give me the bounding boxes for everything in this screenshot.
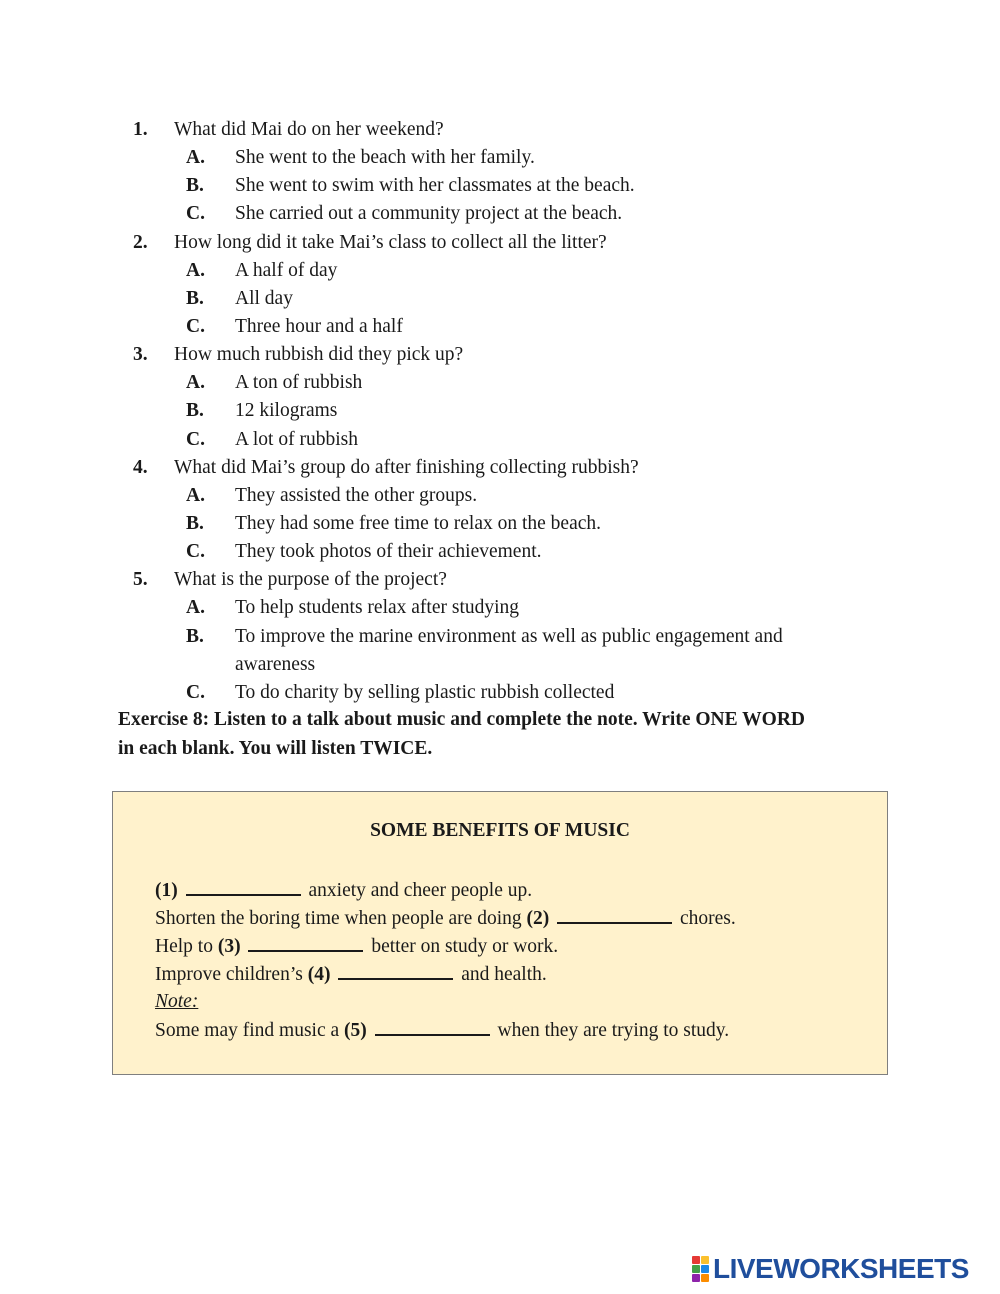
question-1 bbox=[0, 116, 1000, 144]
question-number: 4. bbox=[133, 456, 148, 478]
exercise-line-2: in each blank. You will listen TWICE. bbox=[118, 737, 433, 759]
option-letter: C. bbox=[186, 681, 205, 703]
note-line-5-before: Some may find music a bbox=[155, 1020, 340, 1041]
answer-option[interactable] bbox=[0, 510, 1000, 538]
question-2 bbox=[0, 229, 1000, 257]
question-number: 2. bbox=[133, 231, 148, 253]
option-letter: B. bbox=[186, 175, 204, 197]
answer-option[interactable] bbox=[0, 397, 1000, 425]
blank-3[interactable] bbox=[248, 932, 363, 952]
answer-option[interactable] bbox=[0, 426, 1000, 454]
note-line-5 bbox=[155, 1016, 729, 1045]
answer-option[interactable] bbox=[0, 679, 1000, 707]
answer-option[interactable] bbox=[0, 200, 1000, 228]
option-letter: B. bbox=[186, 287, 204, 309]
option-text: A half of day bbox=[235, 259, 338, 281]
option-text: They assisted the other groups. bbox=[235, 484, 478, 506]
note-title: SOME BENEFITS OF MUSIC bbox=[370, 820, 630, 841]
question-list bbox=[0, 116, 1000, 707]
question-text: How long did it take Mai’s class to collect all the litter? bbox=[174, 231, 607, 253]
option-text: They had some free time to relax on the beach. bbox=[235, 512, 602, 534]
note-line-3-after: better on study or work. bbox=[371, 936, 559, 957]
option-text: She went to the beach with her family. bbox=[235, 147, 535, 169]
answer-option[interactable] bbox=[0, 594, 1000, 622]
note-line-3 bbox=[155, 932, 558, 961]
answer-option[interactable] bbox=[0, 538, 1000, 566]
option-letter: B. bbox=[186, 512, 204, 534]
option-letter: B. bbox=[186, 400, 204, 422]
option-letter: C. bbox=[186, 428, 205, 450]
option-letter: C. bbox=[186, 203, 205, 225]
logo-square bbox=[701, 1274, 709, 1282]
option-text: To do charity by selling plastic rubbish collected bbox=[235, 681, 615, 703]
logo-square bbox=[692, 1265, 700, 1273]
logo-mark-icon bbox=[692, 1256, 709, 1282]
logo-square bbox=[692, 1256, 700, 1264]
question-3 bbox=[0, 341, 1000, 369]
answer-option[interactable] bbox=[0, 144, 1000, 172]
option-text: She went to swim with her classmates at the beach. bbox=[235, 175, 635, 197]
answer-option-continued bbox=[0, 651, 1000, 679]
option-letter: A. bbox=[186, 372, 205, 394]
option-text: She carried out a community project at the beach. bbox=[235, 203, 623, 225]
answer-option[interactable] bbox=[0, 369, 1000, 397]
question-5 bbox=[0, 566, 1000, 594]
question-text: What did Mai’s group do after finishing collecting rubbish? bbox=[174, 456, 639, 478]
note-line-1 bbox=[155, 876, 532, 905]
blank-4[interactable] bbox=[338, 960, 453, 980]
note-line-2-before: Shorten the boring time when people are doing bbox=[155, 908, 522, 929]
note-line-1-text: anxiety and cheer people up. bbox=[308, 880, 533, 901]
option-letter: A. bbox=[186, 484, 205, 506]
blank-2[interactable] bbox=[557, 904, 672, 924]
question-text: What is the purpose of the project? bbox=[174, 569, 447, 591]
option-text-continued: awareness bbox=[235, 653, 316, 675]
option-letter: A. bbox=[186, 259, 205, 281]
logo-square bbox=[692, 1274, 700, 1282]
logo-square bbox=[701, 1256, 709, 1264]
question-4 bbox=[0, 454, 1000, 482]
liveworksheets-logo bbox=[692, 1252, 969, 1286]
blank-number-4: (4) bbox=[307, 964, 331, 985]
option-text: To improve the marine environment as well as public engagement and bbox=[235, 625, 783, 647]
option-letter: A. bbox=[186, 147, 205, 169]
question-number: 3. bbox=[133, 344, 148, 366]
option-text: A ton of rubbish bbox=[235, 372, 363, 394]
answer-option[interactable] bbox=[0, 172, 1000, 200]
option-text: They took photos of their achievement. bbox=[235, 541, 542, 563]
option-text: 12 kilograms bbox=[235, 400, 338, 422]
option-letter: C. bbox=[186, 315, 205, 337]
question-text: How much rubbish did they pick up? bbox=[174, 344, 464, 366]
blank-number-3: (3) bbox=[217, 936, 241, 957]
blank-5[interactable] bbox=[375, 1016, 490, 1036]
answer-option[interactable] bbox=[0, 482, 1000, 510]
logo-text: LIVEWORKSHEETS bbox=[713, 1253, 969, 1284]
note-line-2-after: chores. bbox=[680, 908, 736, 929]
option-letter: A. bbox=[186, 597, 205, 619]
option-text: To help students relax after studying bbox=[235, 597, 520, 619]
blank-number-1: (1) bbox=[155, 880, 178, 901]
exercise-line-1: Exercise 8: Listen to a talk about music and complete the note. Write ONE WORD bbox=[118, 709, 805, 730]
option-letter: B. bbox=[186, 625, 204, 647]
option-text: A lot of rubbish bbox=[235, 428, 358, 450]
note-line-4-before: Improve children’s bbox=[155, 964, 303, 985]
note-line-4 bbox=[155, 960, 547, 989]
question-number: 5. bbox=[133, 569, 148, 591]
note-label: Note: bbox=[155, 991, 199, 1012]
question-text: What did Mai do on her weekend? bbox=[174, 119, 444, 140]
note-line-2 bbox=[155, 904, 736, 933]
note-line-4-after: and health. bbox=[461, 964, 547, 985]
answer-option[interactable] bbox=[0, 285, 1000, 313]
exercise-8-instruction bbox=[118, 706, 898, 763]
answer-option[interactable] bbox=[0, 313, 1000, 341]
option-text: All day bbox=[235, 287, 293, 309]
blank-number-2: (2) bbox=[526, 908, 550, 929]
option-text: Three hour and a half bbox=[235, 315, 403, 337]
answer-option[interactable] bbox=[0, 623, 1000, 651]
note-box bbox=[112, 791, 888, 1075]
logo-square bbox=[701, 1265, 709, 1273]
question-number: 1. bbox=[133, 119, 148, 140]
blank-1[interactable] bbox=[186, 876, 301, 896]
note-line-5-after: when they are trying to study. bbox=[497, 1020, 730, 1041]
answer-option[interactable] bbox=[0, 257, 1000, 285]
note-label-line bbox=[155, 988, 198, 1016]
blank-number-5: (5) bbox=[344, 1020, 367, 1041]
option-letter: C. bbox=[186, 541, 205, 563]
note-line-3-before: Help to bbox=[155, 936, 213, 957]
